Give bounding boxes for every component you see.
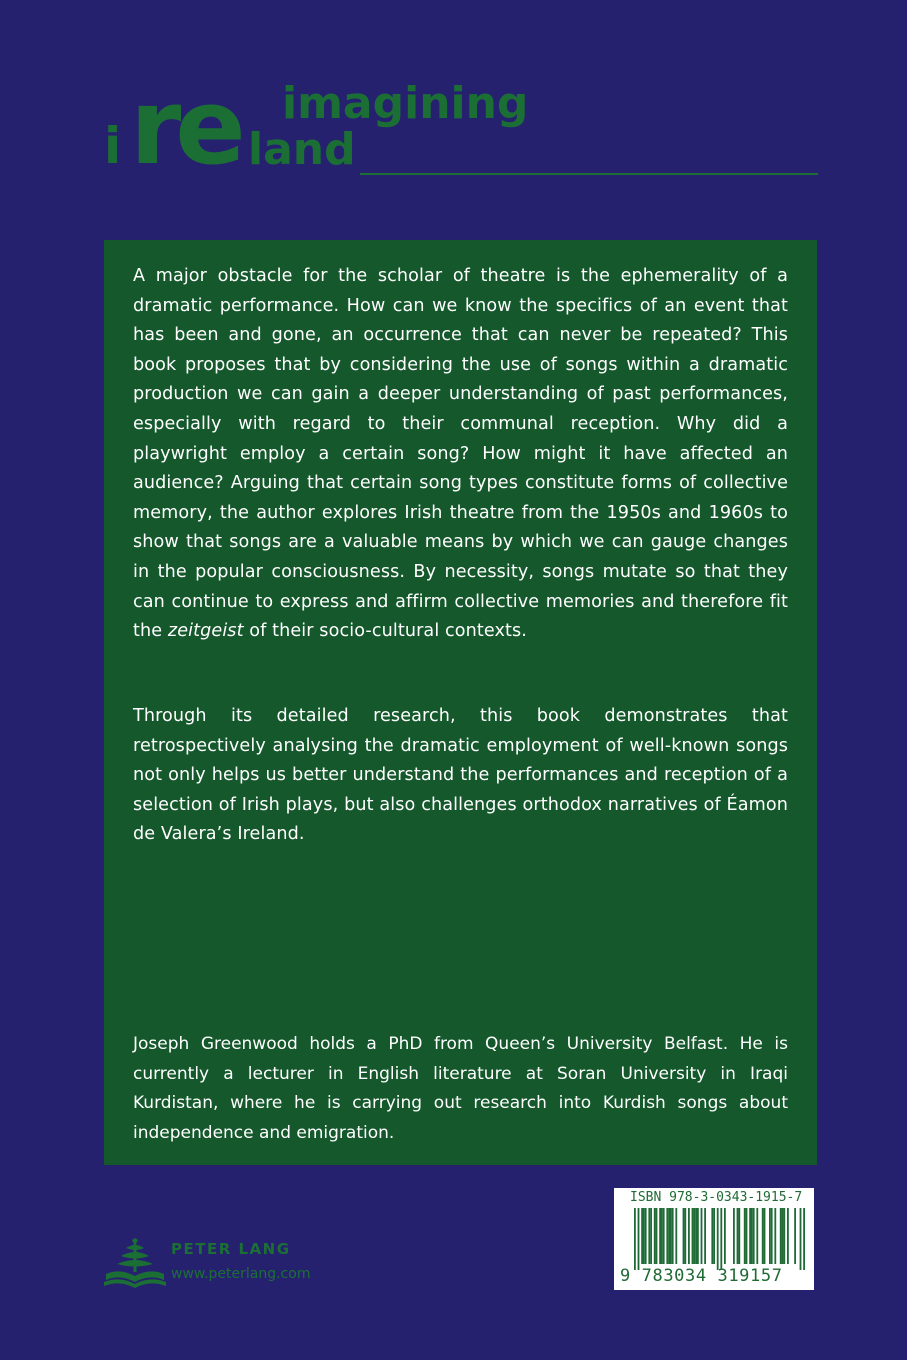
barcode-bar <box>738 1208 740 1264</box>
barcode-bar <box>746 1208 748 1264</box>
logo-letter-i: i <box>104 117 121 175</box>
barcode-bar <box>645 1208 647 1264</box>
barcode-bar <box>650 1208 652 1264</box>
barcode-bar <box>753 1208 755 1264</box>
barcode-bar <box>783 1208 785 1264</box>
blurb-panel <box>104 240 817 1165</box>
logo-rule <box>360 173 818 175</box>
publisher-logo <box>104 1238 364 1298</box>
barcode-bar <box>769 1208 771 1264</box>
barcode-bar <box>634 1208 636 1270</box>
blurb-paragraph-1 <box>133 262 788 647</box>
barcode-bar <box>643 1208 645 1264</box>
isbn-label: ISBN 978-3-0343-1915-7 <box>630 1190 803 1205</box>
barcode-bar <box>675 1208 677 1264</box>
barcode-bar <box>782 1208 784 1264</box>
barcode-bar <box>764 1208 766 1264</box>
barcode-bar <box>717 1208 719 1270</box>
barcode-bar <box>684 1208 686 1264</box>
logo-word-imagining: imagining <box>282 78 529 129</box>
barcode-bar <box>659 1208 661 1264</box>
barcode-bar <box>641 1208 643 1264</box>
barcode-bar <box>711 1208 713 1264</box>
logo-letters-re: re <box>130 66 240 188</box>
barcode-digits: 9 783034 319157 <box>620 1266 783 1286</box>
barcode-bar <box>762 1208 764 1264</box>
barcode-bar <box>803 1208 805 1270</box>
barcode-bar <box>720 1208 722 1270</box>
barcode-bar <box>737 1208 739 1264</box>
barcode-bar <box>697 1208 699 1264</box>
barcode-bar <box>794 1208 796 1264</box>
barcode-bar <box>656 1208 658 1264</box>
barcode-bar <box>733 1208 735 1264</box>
barcode-bar <box>749 1208 751 1264</box>
barcode-bar <box>688 1208 690 1264</box>
blurb-paragraph-2: Through its detailed research, this book demonstrates that retrospectively analysing the dramatic employment of well-known songs not only helps us better understand the performances and reception of a selection of Irish plays, but also challenges orthodox narratives of Éamon de Valera’s Ireland. <box>133 706 788 845</box>
blurb-paragraph-1-text: A major obstacle for the scholar of theatre is the ephemerality of a dramatic performance. How can we know the specifics of an event that has been and gone, an occurrence that can never be repeated? This book proposes that by considering the use of songs within a dramatic production we can gain a deeper understanding of past performances, especially with regard to their communal reception. Why did a playwright employ a certain song? How might it have affected an audience? Arguing that certain song types constitute forms of collective memory, the author explores Irish theatre from the 1950s and 1960s to show that songs are a valuable means by which we can gauge changes in the popular consciousness. By necessity, songs mutate so that they can continue to express and affirm collective memories and therefore fit the <box>133 266 788 642</box>
barcode-bar <box>648 1208 650 1264</box>
barcode-bar <box>654 1208 656 1264</box>
barcode-bar <box>771 1208 773 1264</box>
barcode-bar <box>692 1208 694 1264</box>
blurb-paragraph-1-end: of their socio-cultural contexts. <box>243 621 527 642</box>
barcode-bar <box>661 1208 663 1264</box>
tree-book-icon <box>104 1238 166 1292</box>
barcode-bar <box>693 1208 695 1264</box>
barcode-bar <box>683 1208 685 1264</box>
barcode-bar <box>774 1208 776 1264</box>
barcode-bar <box>756 1208 758 1264</box>
barcode-bar <box>704 1208 706 1264</box>
barcode-bar <box>787 1208 789 1264</box>
barcode-bar <box>701 1208 703 1264</box>
barcode-bar <box>663 1208 665 1264</box>
barcode-bar <box>713 1208 715 1264</box>
barcode-bar <box>666 1208 668 1264</box>
barcode-bar <box>695 1208 697 1264</box>
publisher-name: PETER LANG <box>171 1240 291 1258</box>
publisher-url: www.peterlang.com <box>171 1266 311 1282</box>
zeitgeist-term: zeitgeist <box>167 621 244 642</box>
barcode-bar <box>670 1208 672 1264</box>
author-bio: Joseph Greenwood holds a PhD from Queen’s University Belfast. He is currently a lecturer in English literature at Soran University in Iraqi Kurdistan, where he is carrying out research into Kurdish songs about independence and emigration. <box>133 1034 788 1143</box>
barcode-bar <box>780 1208 782 1264</box>
barcode-bar <box>672 1208 674 1264</box>
barcode-bar <box>744 1208 746 1264</box>
isbn-barcode <box>614 1188 814 1290</box>
barcode-bar <box>751 1208 753 1264</box>
logo-word-land: land <box>248 124 356 175</box>
barcode-bar <box>668 1208 670 1264</box>
barcode-bar <box>638 1208 640 1270</box>
series-logo <box>104 66 824 190</box>
barcode-bar <box>800 1208 802 1270</box>
barcode-bar <box>724 1208 726 1264</box>
